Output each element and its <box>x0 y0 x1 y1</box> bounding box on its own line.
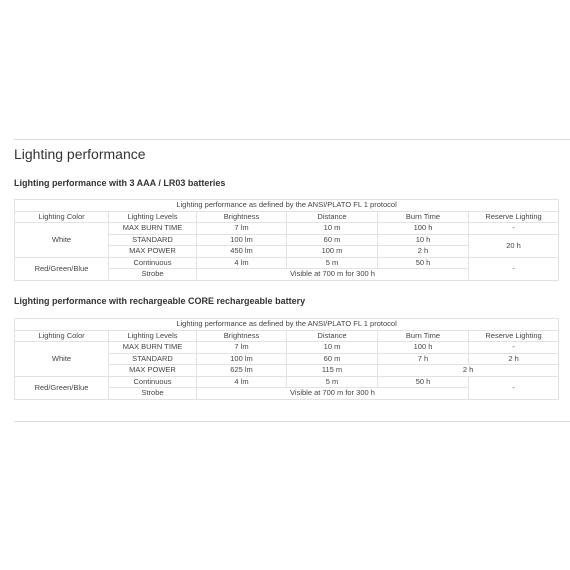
brightness-cell: 4 lm <box>197 257 287 269</box>
column-header: Distance <box>287 211 378 223</box>
header-row <box>15 211 559 223</box>
bottom-divider <box>14 421 570 422</box>
section-heading-core-battery: Lighting performance with rechargeable CORE rechargeable battery <box>14 296 306 306</box>
performance-table-core-battery <box>14 318 559 400</box>
distance-cell: 10 m <box>287 342 378 354</box>
distance-cell: 60 m <box>287 353 378 365</box>
reserve-cell: - <box>469 342 559 354</box>
level-cell: STANDARD <box>109 353 197 365</box>
performance-table-aaa-batteries <box>14 199 559 281</box>
lighting-color-cell: White <box>15 223 109 258</box>
level-cell: MAX BURN TIME <box>109 342 197 354</box>
burn-time-cell: 50 h <box>378 257 469 269</box>
protocol-note: Lighting performance as defined by the ANSI/PLATO FL 1 protocol <box>15 319 559 331</box>
level-cell: Strobe <box>109 269 197 281</box>
distance-cell: 5 m <box>287 376 378 388</box>
column-header: Brightness <box>197 330 287 342</box>
protocol-row <box>15 319 559 331</box>
level-cell: Continuous <box>109 376 197 388</box>
reserve-cell: 20 h <box>469 234 559 257</box>
level-cell: STANDARD <box>109 234 197 246</box>
burn-time-cell: 100 h <box>378 223 469 235</box>
column-header: Lighting Color <box>15 211 109 223</box>
page-title: Lighting performance <box>14 146 146 162</box>
visibility-cell: Visible at 700 m for 300 h <box>197 269 469 281</box>
level-cell: MAX POWER <box>109 246 197 258</box>
brightness-cell: 7 lm <box>197 342 287 354</box>
protocol-row <box>15 200 559 212</box>
column-header: Burn Time <box>378 211 469 223</box>
burn-time-cell: 50 h <box>378 376 469 388</box>
column-header: Distance <box>287 330 378 342</box>
column-header: Brightness <box>197 211 287 223</box>
column-header: Lighting Levels <box>109 330 197 342</box>
burn-time-reserve-cell: 2 h <box>378 365 559 377</box>
column-header: Reserve Lighting <box>469 211 559 223</box>
header-row <box>15 330 559 342</box>
reserve-cell: - <box>469 376 559 399</box>
burn-time-cell: 10 h <box>378 234 469 246</box>
brightness-cell: 625 lm <box>197 365 287 377</box>
brightness-cell: 100 lm <box>197 234 287 246</box>
brightness-cell: 7 lm <box>197 223 287 235</box>
reserve-cell: 2 h <box>469 353 559 365</box>
table-row <box>15 342 559 354</box>
visibility-cell: Visible at 700 m for 300 h <box>197 388 469 400</box>
reserve-cell: - <box>469 223 559 235</box>
column-header: Lighting Color <box>15 330 109 342</box>
brightness-cell: 4 lm <box>197 376 287 388</box>
burn-time-cell: 100 h <box>378 342 469 354</box>
lighting-color-cell: Red/Green/Blue <box>15 257 109 280</box>
brightness-cell: 450 lm <box>197 246 287 258</box>
table-row <box>15 376 559 388</box>
column-header: Reserve Lighting <box>469 330 559 342</box>
burn-time-cell: 2 h <box>378 246 469 258</box>
protocol-note: Lighting performance as defined by the ANSI/PLATO FL 1 protocol <box>15 200 559 212</box>
distance-cell: 115 m <box>287 365 378 377</box>
lighting-color-cell: Red/Green/Blue <box>15 376 109 399</box>
top-divider <box>14 139 570 140</box>
reserve-cell: - <box>469 257 559 280</box>
level-cell: Continuous <box>109 257 197 269</box>
level-cell: MAX BURN TIME <box>109 223 197 235</box>
table-row <box>15 257 559 269</box>
brightness-cell: 100 lm <box>197 353 287 365</box>
burn-time-cell: 7 h <box>378 353 469 365</box>
level-cell: MAX POWER <box>109 365 197 377</box>
distance-cell: 100 m <box>287 246 378 258</box>
level-cell: Strobe <box>109 388 197 400</box>
column-header: Lighting Levels <box>109 211 197 223</box>
distance-cell: 10 m <box>287 223 378 235</box>
table-row <box>15 223 559 235</box>
distance-cell: 60 m <box>287 234 378 246</box>
lighting-color-cell: White <box>15 342 109 377</box>
section-heading-aaa-batteries: Lighting performance with 3 AAA / LR03 batteries <box>14 178 226 188</box>
column-header: Burn Time <box>378 330 469 342</box>
distance-cell: 5 m <box>287 257 378 269</box>
